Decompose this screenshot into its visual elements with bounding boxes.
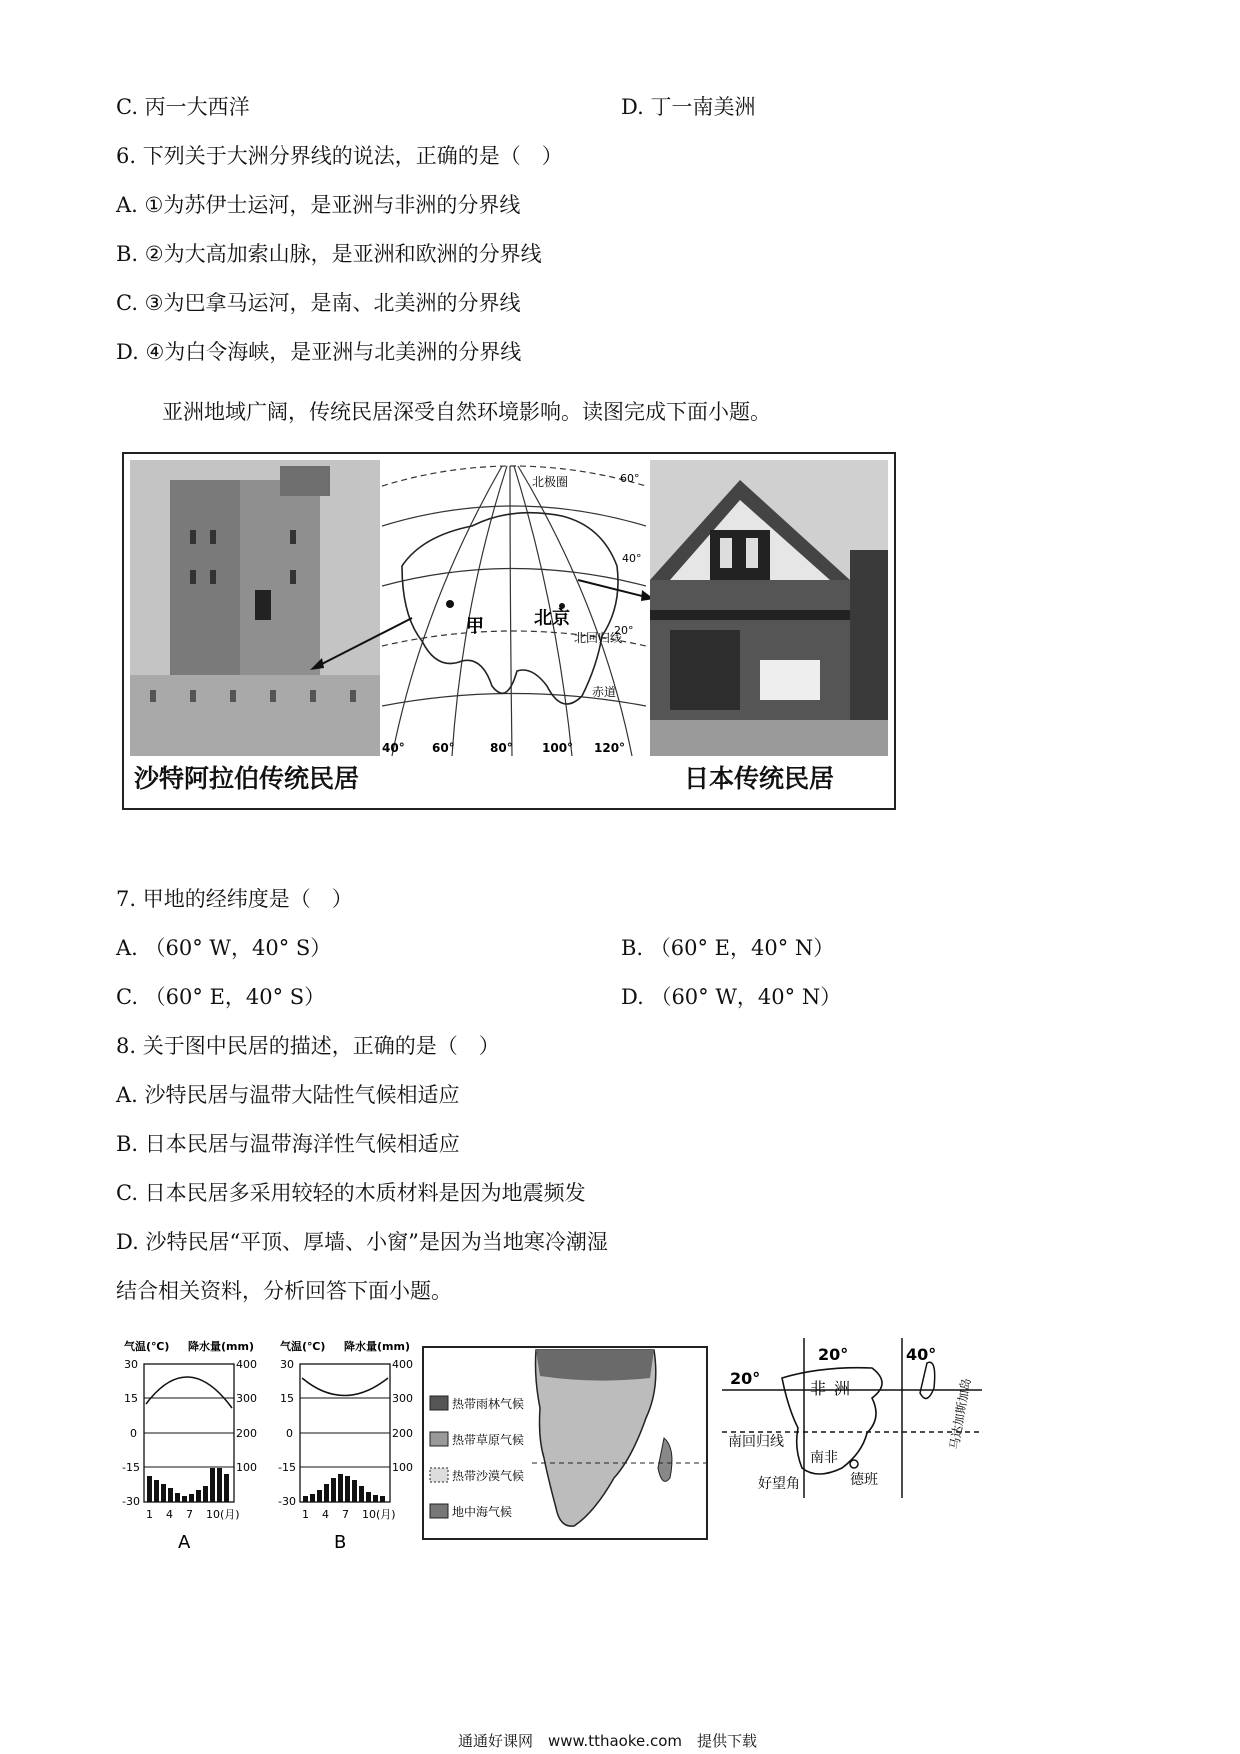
legend-mediterranean: 地中海气候: [452, 1505, 513, 1519]
chart-b-label: B: [334, 1532, 347, 1553]
chart-b-ptick-200: 200: [392, 1427, 413, 1440]
southern-africa-map: [722, 1338, 982, 1513]
chart-b-month-10: 10(月): [362, 1508, 396, 1521]
chart-a-month-1: 1: [146, 1508, 153, 1521]
japan-house-caption: 日本传统民居: [684, 764, 835, 793]
map-label-equator: 赤道: [592, 685, 617, 699]
chart-b-ptick-400: 400: [392, 1358, 413, 1371]
chart-a-month-7: 7: [186, 1508, 193, 1521]
intro-africa: 结合相关资料，分析回答下面小题。: [116, 1279, 452, 1303]
map2-madagascar: 马达加斯加岛: [947, 1377, 974, 1451]
map-lon-120: 120°: [594, 741, 626, 755]
saudi-house-caption: 沙特阿拉伯传统民居: [134, 764, 360, 793]
map2-durban: 德班: [850, 1472, 878, 1488]
map2-fei: 非: [810, 1379, 827, 1398]
q6-option-a: A. ①为苏伊士运河，是亚洲与非洲的分界线: [116, 193, 521, 217]
q8-stem: 8. 关于图中民居的描述，正确的是（ ）: [116, 1034, 500, 1058]
q7-option-b: B. （60° E，40° N）: [621, 936, 835, 960]
q6-option-b: B. ②为大高加索山脉，是亚洲和欧洲的分界线: [116, 242, 542, 266]
chart-a-tick-30: 30: [124, 1358, 138, 1371]
map2-zhou: 洲: [834, 1379, 851, 1398]
chart-a-tick-m15: -15: [122, 1461, 140, 1474]
legend-desert: 热带沙漠气候: [452, 1469, 525, 1483]
map2-lon-40: 40°: [906, 1345, 937, 1364]
chart-b-month-7: 7: [342, 1508, 349, 1521]
chart-b-month-4: 4: [322, 1508, 329, 1521]
asia-map: [382, 456, 646, 756]
chart-a-label: A: [178, 1532, 191, 1553]
chart-b-ptick-300: 300: [392, 1392, 413, 1405]
figure-asia-houses: [122, 452, 896, 810]
chart-b-tick-30: 30: [280, 1358, 294, 1371]
q6-stem: 6. 下列关于大洲分界线的说法，正确的是（ ）: [116, 144, 563, 168]
q6-option-d: D. ④为白令海峡，是亚洲与北美洲的分界线: [116, 340, 522, 364]
japan-house-photo: [650, 460, 888, 756]
chart-a-month-10: 10(月): [206, 1508, 240, 1521]
q7-option-d: D. （60° W，40° N）: [621, 985, 842, 1009]
saudi-house-photo: [130, 460, 380, 756]
map-lon-100: 100°: [542, 741, 574, 755]
q8-option-a: A. 沙特民居与温带大陆性气候相适应: [116, 1083, 460, 1107]
chart-a-precip-label: 降水量(mm): [188, 1340, 254, 1353]
map-label-beijing: 北京: [534, 608, 570, 629]
chart-b-tick-m15: -15: [278, 1461, 296, 1474]
q8-option-d: D. 沙特民居“平顶、厚墙、小窗”是因为当地寒冷潮湿: [116, 1230, 608, 1254]
africa-climate-map: [422, 1346, 708, 1540]
intro-asia: 亚洲地域广阔，传统民居深受自然环境影响。读图完成下面小题。: [162, 400, 771, 424]
map-label-tropic: 北回归线: [574, 631, 623, 645]
q5-option-d: D. 丁一南美洲: [621, 95, 756, 119]
chart-a-ptick-400: 400: [236, 1358, 257, 1371]
chart-b-tick-0: 0: [286, 1427, 293, 1440]
q6-option-c: C. ③为巴拿马运河，是南、北美洲的分界线: [116, 291, 521, 315]
chart-a-temp-label: 气温(℃): [124, 1340, 170, 1353]
q5-option-c: C. 丙一大西洋: [116, 95, 250, 119]
map-lat-20: 20°: [614, 624, 634, 637]
chart-b-temp-label: 气温(℃): [280, 1340, 326, 1353]
legend-savanna: 热带草原气候: [452, 1433, 525, 1447]
map-label-jia: 甲: [466, 616, 484, 637]
chart-b-month-1: 1: [302, 1508, 309, 1521]
chart-b-tick-m30: -30: [278, 1495, 296, 1508]
map2-lon-20: 20°: [818, 1345, 849, 1364]
chart-a-tick-0: 0: [130, 1427, 137, 1440]
chart-a-tick-15: 15: [124, 1392, 138, 1405]
map2-cape: 好望角: [758, 1476, 800, 1492]
map-lon-40: 40°: [382, 741, 405, 755]
climate-chart-b: [278, 1338, 418, 1558]
map2-tropic-s: 南回归线: [728, 1434, 784, 1450]
q7-option-a: A. （60° W，40° S）: [116, 936, 332, 960]
chart-a-month-4: 4: [166, 1508, 173, 1521]
q8-option-c: C. 日本民居多采用较轻的木质材料是因为地震频发: [116, 1181, 586, 1205]
map2-lat-20: 20°: [730, 1369, 761, 1388]
map2-south-africa: 南非: [810, 1450, 838, 1466]
chart-a-ptick-300: 300: [236, 1392, 257, 1405]
map-lon-60: 60°: [432, 741, 455, 755]
arrow-to-saudi: [304, 614, 414, 674]
climate-chart-a: [122, 1338, 262, 1558]
arrow-to-japan: [576, 574, 656, 604]
map-lat-40: 40°: [622, 552, 642, 565]
chart-a-ptick-100: 100: [236, 1461, 257, 1474]
map-lon-80: 80°: [490, 741, 513, 755]
q7-option-c: C. （60° E，40° S）: [116, 985, 326, 1009]
map-lat-60: 60°: [620, 472, 640, 485]
q8-option-b: B. 日本民居与温带海洋性气候相适应: [116, 1132, 460, 1156]
chart-a-tick-m30: -30: [122, 1495, 140, 1508]
chart-a-ptick-200: 200: [236, 1427, 257, 1440]
q7-stem: 7. 甲地的经纬度是（ ）: [116, 887, 353, 911]
page-footer: 通通好课网 www.tthaoke.com 提供下载: [458, 1732, 758, 1750]
chart-b-ptick-100: 100: [392, 1461, 413, 1474]
chart-b-precip-label: 降水量(mm): [344, 1340, 410, 1353]
legend-rainforest: 热带雨林气候: [452, 1397, 525, 1411]
chart-b-tick-15: 15: [280, 1392, 294, 1405]
map-label-arctic-circle: 北极圈: [532, 475, 569, 489]
